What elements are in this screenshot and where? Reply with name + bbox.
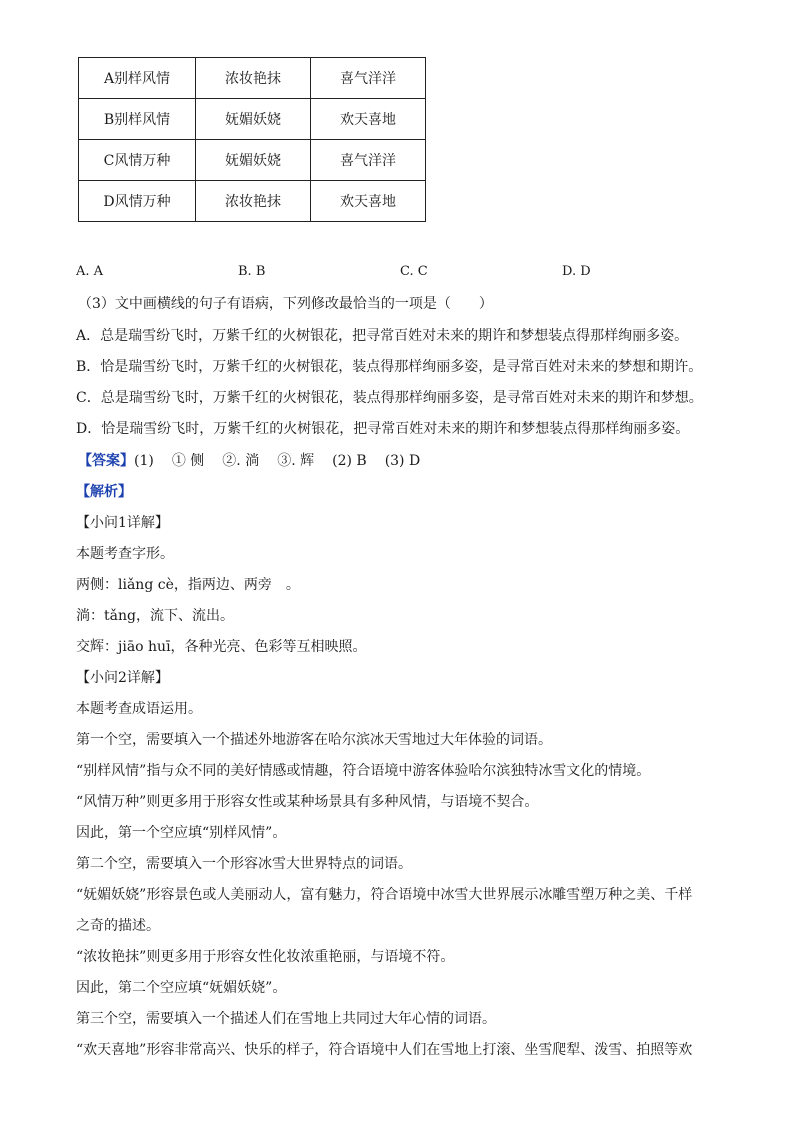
answer-part-3: (3) D (384, 453, 421, 469)
answer-choices (76, 264, 676, 284)
answer-index-1: ① (171, 453, 186, 469)
table-row (79, 181, 426, 222)
q3-option-d: D．恰是瑞雪纷飞时，万紫千红的火树银花，把寻常百姓对未来的期许和梦想装点得那样绚丽多姿。 (76, 421, 690, 437)
text-line: “欢天喜地”形容非常高兴、快乐的样子，符合语境中人们在雪地上打滚、坐雪爬犁、泼雪、拍照等欢 (76, 1042, 693, 1058)
answer-char-3: 辉 (300, 453, 315, 469)
table-cell: B别样风情 (79, 99, 196, 140)
answer-part-1: (1) (134, 453, 154, 469)
table-row (79, 58, 426, 99)
q3-option-a: A．总是瑞雪纷飞时，万紫千红的火树银花，把寻常百姓对未来的期许和梦想装点得那样绚丽多姿。 (76, 328, 689, 344)
text-line: “别样风情”指与众不同的美好情感或情趣，符合语境中游客体验哈尔滨独特冰雪文化的情境。 (76, 763, 651, 779)
text-line: 本题考查字形。 (76, 546, 174, 562)
answer-part-2: (2) B (332, 453, 367, 469)
answer-line (78, 451, 420, 471)
choice-c: C. C (400, 264, 428, 279)
text-line: “妩媚妖娆”形容景色或人美丽动人，富有魅力，符合语境中冰雪大世界展示冰雕雪塑万种之美、千样 (76, 887, 693, 903)
answer-index-2: ②. (222, 453, 241, 469)
table-cell: 喜气洋洋 (311, 58, 426, 99)
answer-char-1: 侧 (190, 453, 205, 469)
options-table (78, 57, 426, 222)
text-line: 因此，第一个空应填“别样风情”。 (76, 825, 287, 841)
text-line: “风情万种”则更多用于形容女性或某种场景具有多种风情，与语境不契合。 (76, 794, 539, 810)
choice-d: D. D (562, 264, 591, 279)
answer-char-2: 淌 (245, 453, 260, 469)
q3-option-b: B．恰是瑞雪纷飞时，万紫千红的火树银花，装点得那样绚丽多姿，是寻常百姓对未来的梦想和期许。 (76, 359, 703, 375)
choice-b: B. B (238, 264, 266, 279)
table-cell: 妩媚妖娆 (196, 99, 311, 140)
table-cell: 浓妆艳抹 (196, 181, 311, 222)
text-line: “浓妆艳抹”则更多用于形容女性化妆浓重艳丽，与语境不符。 (76, 949, 455, 965)
section-heading-2: 【小问2详解】 (76, 670, 169, 686)
table-cell: 浓妆艳抹 (196, 58, 311, 99)
table-row (79, 99, 426, 140)
table-cell: 妩媚妖娆 (196, 140, 311, 181)
text-line: 淌：tǎng，流下、流出。 (76, 608, 234, 624)
table-cell: D风情万种 (79, 181, 196, 222)
text-line: 两侧：liǎng cè，指两边、两旁 。 (76, 577, 300, 593)
table-cell: A别样风情 (79, 58, 196, 99)
table-cell: 喜气洋洋 (311, 140, 426, 181)
question-3: （3）文中画横线的句子有语病，下列修改最恰当的一项是（ ） (78, 296, 493, 312)
answer-index-3: ③. (277, 453, 296, 469)
text-line: 因此，第二个空应填“妩媚妖娆”。 (76, 980, 287, 996)
table-row (79, 140, 426, 181)
table-cell: 欢天喜地 (311, 181, 426, 222)
text-line: 第一个空，需要填入一个描述外地游客在哈尔滨冰天雪地过大年体验的词语。 (76, 732, 552, 748)
text-line: 交辉：jiāo huī，各种光亮、色彩等互相映照。 (76, 639, 367, 655)
text-line: 第二个空，需要填入一个形容冰雪大世界特点的词语。 (76, 856, 412, 872)
section-heading-1: 【小问1详解】 (76, 515, 169, 531)
text-line: 第三个空，需要填入一个描述人们在雪地上共同过大年心情的词语。 (76, 1011, 496, 1027)
choice-a: A. A (76, 264, 104, 279)
table-cell: C风情万种 (79, 140, 196, 181)
text-line: 本题考查成语运用。 (76, 701, 202, 717)
q3-option-c: C．总是瑞雪纷飞时，万紫千红的火树银花，装点得那样绚丽多姿，是寻常百姓对未来的期许和梦想。 (76, 390, 703, 406)
text-line: 之奇的描述。 (76, 918, 160, 934)
analysis-label: 【解析】 (76, 484, 132, 500)
answer-label: 【答案】 (78, 453, 134, 469)
table-cell: 欢天喜地 (311, 99, 426, 140)
